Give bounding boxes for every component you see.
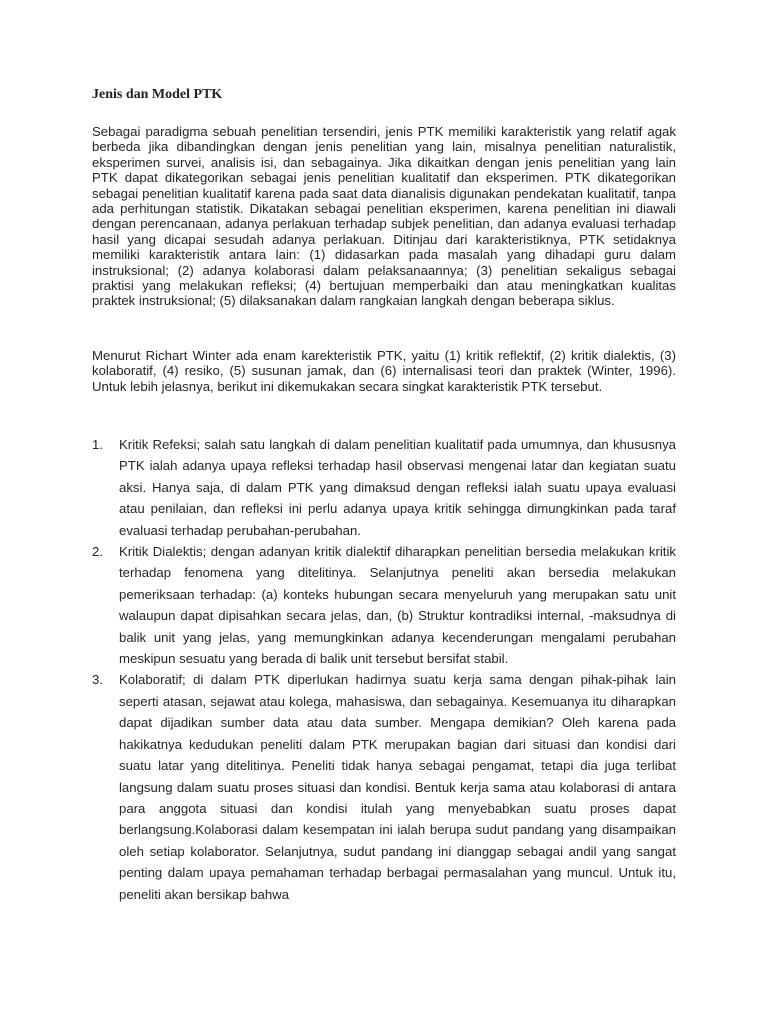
list-item-kolaboratif (92, 669, 676, 904)
characteristics-list (92, 434, 676, 905)
list-item-kritik-dialektis (92, 541, 676, 669)
document-title: Jenis dan Model PTK (92, 87, 223, 102)
paragraph-introduction: Sebagai paradigma sebuah penelitian tersendiri, jenis PTK memiliki karakteristik yang relatif agak berbeda jika dibandingkan dengan jenis penelitian yang lain, misalnya penelitian naturalistik, eksperimen survei, analisis isi, dan sebagainya. Jika dikaitkan dengan jenis penelitian yang lain PTK dapat dikategorikan sebagai jenis penelitian kualitatif dan eksperimen. PTK dikategorikan sebagai penelitian kualitatif karena pada saat data dianalisis digunakan pendekatan kualitatif, tanpa ada perhitungan statistik. Dikatakan sebagai penelitian eksperimen, karena penelitian ini diawali dengan perencanaan, adanya perlakuan terhadap subjek penelitian, dan adanya evaluasi terhadap hasil yang dicapai sesudah adanya perlakuan. Ditinjau dari karakteristiknya, PTK setidaknya memiliki karakteristik antara lain: (1) didasarkan pada masalah yang dihadapi guru dalam instruksional; (2) adanya kolaborasi dalam pelaksanaannya; (3) penelitian sekaligus sebagai praktisi yang melakukan refleksi; (4) bertujuan memperbaiki dan atau meningkatkan kualitas praktek instruksional; (5) dilaksanakan dalam rangkaian langkah dengan beberapa siklus. (92, 124, 676, 309)
list-item-number: 1. (92, 437, 103, 452)
list-item-kritik-refleksi (92, 434, 676, 541)
list-item-text: Kolaboratif; di dalam PTK diperlukan hadirnya suatu kerja sama dengan pihak-pihak lain seperti atasan, sejawat atau kolega, mahasiswa, dan sebagainya. Kesemuanya itu diharapkan dapat dijadikan sumber data atau data sumber. Mengapa demikian? Oleh karena pada hakikatnya kedudukan peneliti dalam PTK merupakan bagian dari situasi dan kondisi dari suatu latar yang ditelitinya. Peneliti tidak hanya sebagai pengamat, tetapi dia juga terlibat langsung dalam suatu proses situasi dan kondisi. Bentuk kerja sama atau kolaborasi di antara para anggota situasi dan kondisi itulah yang menyebabkan suatu proses dapat berlangsung.Kolaborasi dalam kesempatan ini ialah berupa sudut pandang yang disampaikan oleh setiap kolaborator. Selanjutnya, sudut pandang ini dianggap sebagai andil yang sangat penting dalam upaya pemahaman terhadap berbagai permasalahan yang muncul. Untuk itu, peneliti akan bersikap bahwa (119, 672, 676, 902)
paragraph-winter-characteristics: Menurut Richart Winter ada enam karekteristik PTK, yaitu (1) kritik reflektif, (2) kritik dialektis, (3) kolaboratif, (4) resiko, (5) susunan jamak, dan (6) internalisasi teori dan praktek (Winter, 1996). Untuk lebih jelasnya, berikut ini dikemukakan secara singkat karakteristik PTK tersebut. (92, 348, 676, 394)
list-item-text: Kritik Dialektis; dengan adanyan kritik dialektif diharapkan penelitian bersedia melakukan kritik terhadap fenomena yang ditelitinya. Selanjutnya peneliti akan bersedia melakukan pemeriksaan terhadap: (a) konteks hubungan secara menyeluruh yang merupakan satu unit walaupun dapat dipisahkan secara jelas, dan, (b) Struktur kontradiksi internal, -maksudnya di balik unit yang jelas, yang memungkinkan adanya kecenderungan mengalami perubahan meskipun sesuatu yang berada di balik unit tersebut bersifat stabil. (119, 544, 676, 667)
list-item-number: 2. (92, 544, 103, 560)
list-item-number: 3. (92, 672, 103, 688)
list-item-text: Kritik Refeksi; salah satu langkah di dalam penelitian kualitatif pada umumnya, dan khususnya PTK ialah adanya upaya refleksi terhadap hasil observasi mengenai latar dan kegiatan suatu aksi. Hanya saja, di dalam PTK yang dimaksud dengan refleksi ialah suatu upaya evaluasi atau penilaian, dan refleksi ini perlu adanya upaya kritik sehingga dimungkinkan pada taraf evaluasi terhadap perubahan-perubahan. (119, 437, 676, 538)
